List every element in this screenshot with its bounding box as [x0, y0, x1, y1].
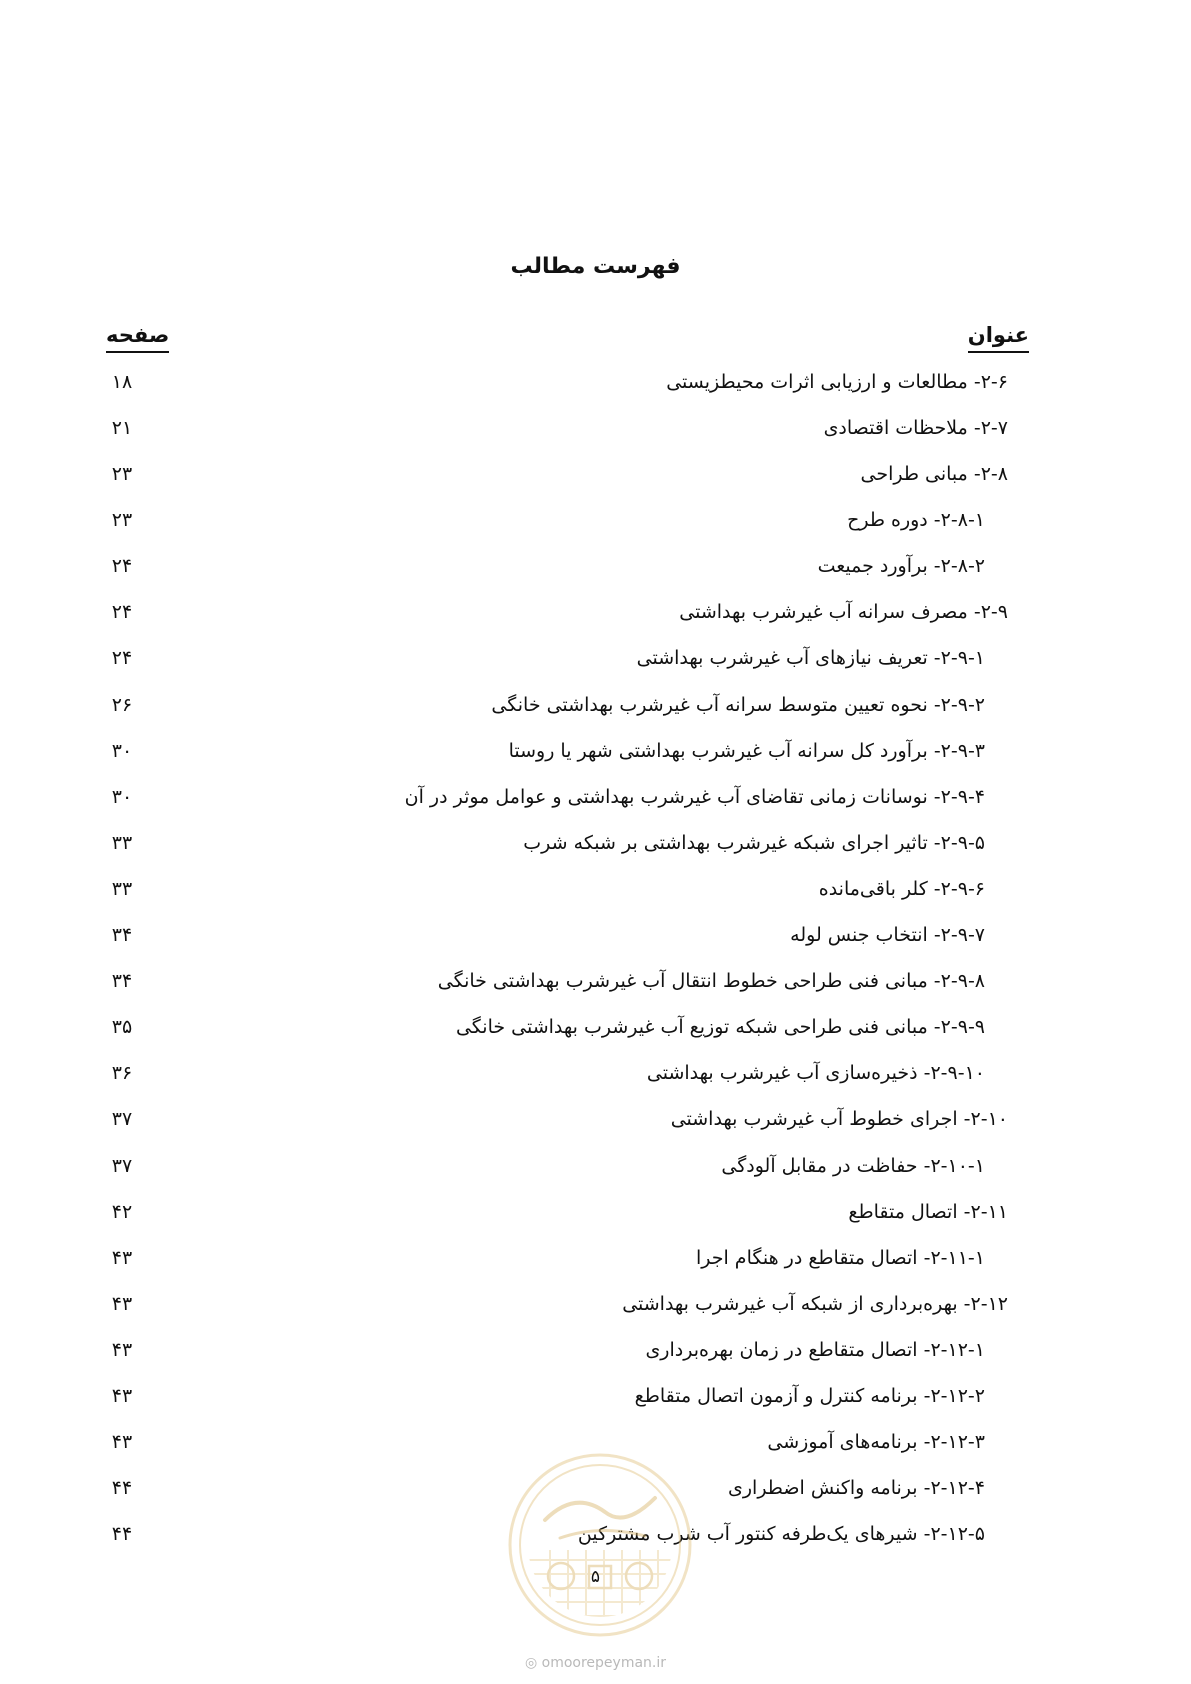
- toc-entry-title: ۲-۹-۳- برآورد کل سرانه آب غیرشرب بهداشتی شهر یا روستا: [508, 740, 985, 762]
- toc-entry-title: ۲-۱۰- اجرای خطوط آب غیرشرب بهداشتی: [670, 1108, 1008, 1130]
- toc-entry-page: ۴۳: [111, 1247, 133, 1269]
- toc-entry[interactable]: [0, 459, 1191, 489]
- column-header-page: صفحه: [106, 322, 169, 353]
- toc-entry-page: ۳۰: [111, 740, 133, 762]
- page-number: ۵: [590, 1567, 601, 1587]
- toc-entry[interactable]: [0, 1104, 1191, 1134]
- toc-entry-title: ۲-۹-۲- نحوه تعیین متوسط سرانه آب غیرشرب بهداشتی خانگی: [491, 694, 985, 716]
- toc-entry-page: ۳۰: [111, 786, 133, 808]
- toc-entry[interactable]: [0, 1058, 1191, 1088]
- toc-entry-title: ۲-۹-۸- مبانی فنی طراحی خطوط انتقال آب غیرشرب بهداشتی خانگی: [437, 970, 985, 992]
- toc-entry-title: ۲-۹-۶- کلر باقی‌مانده: [818, 878, 985, 900]
- toc-entry-title: ۲-۱۲-۴- برنامه واکنش اضطراری: [728, 1477, 985, 1499]
- toc-entry-page: ۲۴: [111, 647, 133, 669]
- toc-entry-page: ۴۳: [111, 1385, 133, 1407]
- toc-entry-title: ۲-۹-۷- انتخاب جنس لوله: [790, 924, 985, 946]
- toc-entry-title: ۲-۱۰-۱- حفاظت در مقابل آلودگی: [721, 1155, 985, 1177]
- toc-entry-title: ۲-۹- مصرف سرانه آب غیرشرب بهداشتی: [679, 601, 1008, 623]
- toc-entry-page: ۳۷: [111, 1155, 133, 1177]
- toc-entry-page: ۴۳: [111, 1339, 133, 1361]
- column-header-title: عنوان: [968, 322, 1029, 353]
- toc-entry-title: ۲-۹-۹- مبانی فنی طراحی شبکه توزیع آب غیرشرب بهداشتی خانگی: [455, 1016, 985, 1038]
- watermark-logo: [505, 1450, 695, 1640]
- toc-entry-title: ۲-۹-۱- تعریف نیازهای آب غیرشرب بهداشتی: [636, 647, 985, 669]
- toc-entry-title: ۲-۱۲-۱- اتصال متقاطع در زمان بهره‌برداری: [645, 1339, 985, 1361]
- toc-entry-page: ۴۲: [111, 1201, 133, 1223]
- toc-entry-title: ۲-۱۲-۲- برنامه کنترل و آزمون اتصال متقاطع: [634, 1385, 985, 1407]
- toc-entry-title: ۲-۱۱-۱- اتصال متقاطع در هنگام اجرا: [695, 1247, 985, 1269]
- toc-entry-page: ۳۳: [111, 878, 133, 900]
- toc-entry-title: ۲-۸-۱- دوره طرح: [847, 509, 985, 531]
- toc-entry[interactable]: [0, 828, 1191, 858]
- toc-entry[interactable]: [0, 1243, 1191, 1273]
- toc-entry-page: ۳۴: [111, 970, 133, 992]
- toc-entry[interactable]: [0, 643, 1191, 673]
- toc-entry-title: ۲-۸- مبانی طراحی: [860, 463, 1008, 485]
- toc-entry-page: ۳۳: [111, 832, 133, 854]
- watermark-url: ◎ omoorepeyman.ir: [524, 1655, 667, 1671]
- toc-entry[interactable]: [0, 551, 1191, 581]
- toc-entry-page: ۴۴: [111, 1477, 133, 1499]
- toc-entry[interactable]: [0, 1289, 1191, 1319]
- toc-entry[interactable]: [0, 966, 1191, 996]
- toc-entry-title: ۲-۷- ملاحظات اقتصادی: [823, 417, 1008, 439]
- toc-entry[interactable]: [0, 597, 1191, 627]
- toc-entry-page: ۲۴: [111, 601, 133, 623]
- toc-entry-page: ۱۸: [111, 371, 133, 393]
- toc-entry[interactable]: [0, 1012, 1191, 1042]
- toc-entry-page: ۲۳: [111, 509, 133, 531]
- toc-entry-page: ۴۳: [111, 1293, 133, 1315]
- toc-entry-title: ۲-۱۲- بهره‌برداری از شبکه آب غیرشرب بهداشتی: [622, 1293, 1008, 1315]
- toc-entry-page: ۳۵: [111, 1016, 133, 1038]
- toc-entry[interactable]: [0, 736, 1191, 766]
- toc-entry-title: ۲-۱۲-۵- شیرهای یک‌طرفه کنتور آب شرب مشترکین: [577, 1523, 985, 1545]
- toc-entry-title: ۲-۶- مطالعات و ارزیابی اثرات محیطزیستی: [666, 371, 1008, 393]
- toc-entry-page: ۲۳: [111, 463, 133, 485]
- toc-entry-title: ۲-۸-۲- برآورد جمیعت: [817, 555, 985, 577]
- toc-entry-page: ۴۳: [111, 1431, 133, 1453]
- toc-entry-title: ۲-۱۲-۳- برنامه‌های آموزشی: [767, 1431, 985, 1453]
- watermark-url-text: omoorepeyman.ir: [541, 1655, 667, 1671]
- toc-entry[interactable]: [0, 1197, 1191, 1227]
- toc-entry[interactable]: [0, 1381, 1191, 1411]
- toc-entry[interactable]: [0, 367, 1191, 397]
- toc-entry[interactable]: [0, 1151, 1191, 1181]
- toc-entry-title: ۲-۹-۱۰- ذخیره‌سازی آب غیرشرب بهداشتی: [646, 1062, 985, 1084]
- toc-entry[interactable]: [0, 920, 1191, 950]
- toc-entry-page: ۴۴: [111, 1523, 133, 1545]
- toc-entry-page: ۳۴: [111, 924, 133, 946]
- toc-entry-page: ۳۷: [111, 1108, 133, 1130]
- toc-entry-page: ۲۴: [111, 555, 133, 577]
- toc-entry[interactable]: [0, 505, 1191, 535]
- toc-entry[interactable]: [0, 782, 1191, 812]
- toc-entry-title: ۲-۹-۵- تاثیر اجرای شبکه غیرشرب بهداشتی بر شبکه شرب: [523, 832, 985, 854]
- toc-entry[interactable]: [0, 690, 1191, 720]
- toc-entry-page: ۲۶: [111, 694, 133, 716]
- toc-entry-page: ۳۶: [111, 1062, 133, 1084]
- page-title: فهرست مطالب: [510, 254, 681, 279]
- toc-entry[interactable]: [0, 874, 1191, 904]
- toc-entry-title: ۲-۹-۴- نوسانات زمانی تقاضای آب غیرشرب بهداشتی و عوامل موثر در آن: [404, 786, 985, 808]
- toc-entry[interactable]: [0, 1335, 1191, 1365]
- toc-entry[interactable]: [0, 413, 1191, 443]
- toc-entry-page: ۲۱: [111, 417, 133, 439]
- toc-entry-title: ۲-۱۱- اتصال متقاطع: [848, 1201, 1008, 1223]
